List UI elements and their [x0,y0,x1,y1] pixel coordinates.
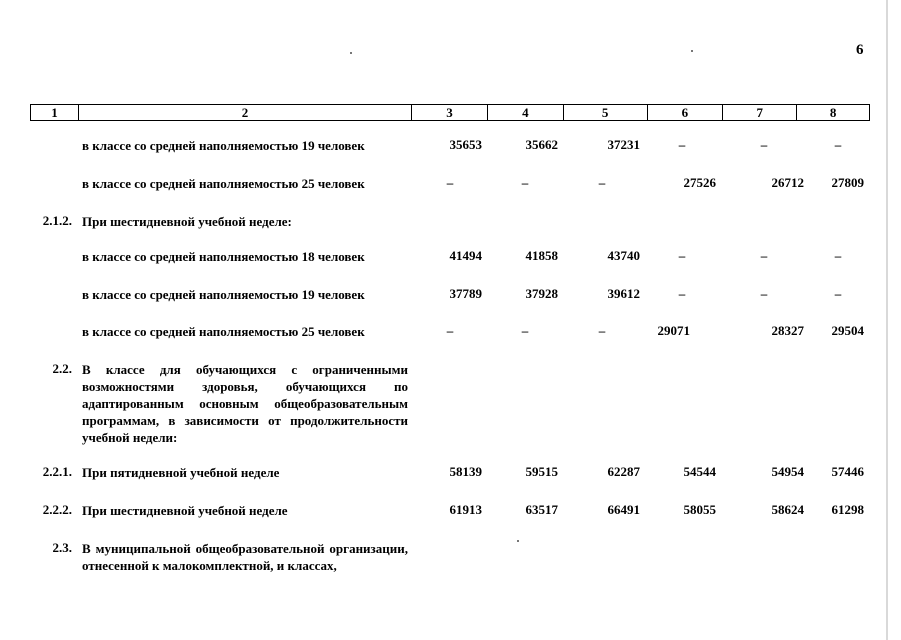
cell-col-5: 66491 [607,502,640,517]
row-label: В классе для обучающихся с ограниченными возможностями здоровья, обучающихся по адаптированным основным общеобразовательным программам, в зависимости от продолжительности учебной недели: [82,362,408,445]
row-number: 2.2. [52,361,72,376]
cell-col-5: – [598,175,606,190]
cell-col-4: 63517 [525,502,558,517]
header-col-3: 3 [412,105,488,120]
header-col-1: 1 [31,105,79,120]
cell-col-7: 26712 [771,175,804,190]
header-col-5: 5 [564,105,648,120]
cell-col-8: – [834,137,842,152]
row-label: в классе со средней наполняемостью 25 человек [82,324,365,339]
cell-col-8: – [834,286,842,301]
cell-col-5: 62287 [607,464,640,479]
row-number: 2.3. [52,540,72,555]
cell-col-3: 37789 [449,286,482,301]
header-col-4: 4 [488,105,564,120]
cell-col-4: 35662 [525,137,558,152]
cell-col-8: 27809 [831,175,864,190]
row-label: При пятидневной учебной неделе [82,465,280,480]
table-header-row [30,104,870,121]
cell-col-3: 61913 [449,502,482,517]
cell-col-3: 41494 [449,248,482,263]
cell-col-5: 37231 [607,137,640,152]
cell-col-6: 54544 [683,464,716,479]
cell-col-7: 28327 [771,323,804,338]
cell-col-8: – [834,248,842,263]
header-col-6: 6 [648,105,724,120]
cell-col-6: – [678,248,686,263]
cell-col-3: – [446,175,454,190]
header-col-7: 7 [723,105,797,120]
cell-col-8: 61298 [831,502,864,517]
cell-col-5: – [598,323,606,338]
cell-col-4: – [521,175,529,190]
cell-col-6: – [678,137,686,152]
cell-col-7: – [760,286,768,301]
scan-speck [350,52,352,54]
cell-col-8: 57446 [831,464,864,479]
cell-col-5: 39612 [607,286,640,301]
scan-speck [517,540,519,542]
cell-col-3: – [446,323,454,338]
cell-col-7: – [760,248,768,263]
cell-col-4: 59515 [525,464,558,479]
cell-col-4: 37928 [525,286,558,301]
page-number: 6 [856,42,864,58]
cell-col-7: 58624 [771,502,804,517]
header-col-2: 2 [79,105,412,120]
row-label: в классе со средней наполняемостью 19 человек [82,287,365,302]
row-label: При шестидневной учебной неделе: [82,214,292,229]
cell-col-6: 27526 [683,175,716,190]
row-label: в классе со средней наполняемостью 19 человек [82,138,365,153]
cell-col-6: 58055 [683,502,716,517]
row-label: При шестидневной учебной неделе [82,503,288,518]
row-label: в классе со средней наполняемостью 18 человек [82,249,365,264]
scan-speck [691,50,693,52]
cell-col-6: – [678,286,686,301]
page-edge-shadow [886,0,888,640]
cell-col-6: 29071 [657,323,690,338]
cell-col-7: 54954 [771,464,804,479]
cell-col-4: – [521,323,529,338]
cell-col-7: – [760,137,768,152]
cell-col-8: 29504 [831,323,864,338]
row-number: 2.2.2. [42,502,72,517]
row-number: 2.2.1. [42,464,72,479]
row-number: 2.1.2. [42,213,72,228]
header-col-8: 8 [829,105,837,120]
row-label: в классе со средней наполняемостью 25 человек [82,176,365,191]
cell-col-3: 58139 [449,464,482,479]
row-label: В муниципальной общеобразовательной организации, отнесенной к малокомплектной, и классах, [82,541,408,573]
cell-col-3: 35653 [449,137,482,152]
cell-col-4: 41858 [525,248,558,263]
cell-col-5: 43740 [607,248,640,263]
